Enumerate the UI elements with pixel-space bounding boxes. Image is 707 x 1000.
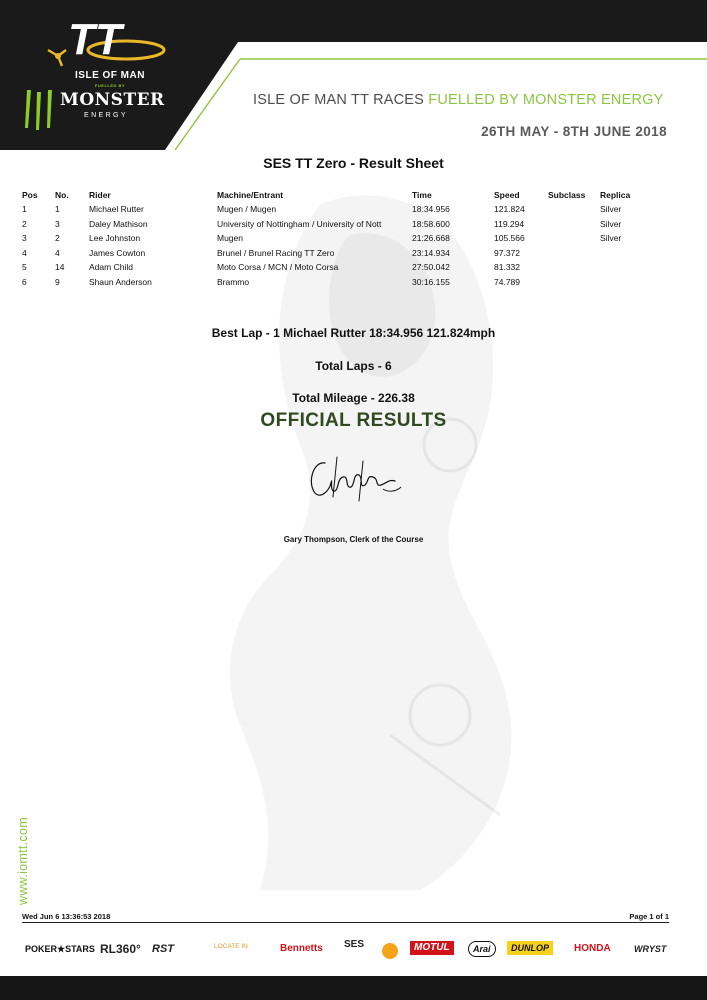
- cell-rider: Shaun Anderson: [89, 276, 152, 287]
- cell-no: 2: [55, 233, 60, 244]
- cell-machine: Brunel / Brunel Racing TT Zero: [217, 247, 335, 258]
- sponsor-arai: Arai: [468, 941, 496, 957]
- cell-no: 9: [55, 276, 60, 287]
- sponsor-strip: [0, 935, 707, 963]
- cell-pos: 1: [22, 204, 27, 215]
- table-row: [22, 260, 660, 275]
- cell-speed: 105.566: [494, 233, 525, 244]
- cell-pos: 2: [22, 218, 27, 229]
- results-table: [22, 188, 660, 289]
- cell-machine: University of Nottingham / University of Nott: [217, 218, 382, 229]
- footer-band: [0, 976, 707, 1000]
- column-header-time: Time: [412, 190, 432, 200]
- cell-time: 18:58.600: [412, 218, 450, 229]
- cell-rider: Michael Rutter: [89, 204, 144, 215]
- cell-machine: Mugen / Mugen: [217, 204, 277, 215]
- cell-pos: 5: [22, 262, 27, 273]
- cell-subclass: [548, 231, 600, 246]
- tt-logo: [40, 14, 170, 72]
- website-url: www.iomtt.com: [16, 817, 30, 905]
- sponsor-honda: HONDA: [574, 943, 611, 954]
- total-laps-summary: Total Laps - 6: [315, 359, 392, 373]
- cell-pos: 6: [22, 276, 27, 287]
- cell-no: 1: [55, 204, 60, 215]
- cell-time: 21:26.668: [412, 233, 450, 244]
- sponsor-rst: RST: [152, 943, 174, 955]
- sponsor-pokerstars: POKER★STARS: [25, 944, 95, 954]
- sponsor-motul: MOTUL: [410, 941, 454, 955]
- footer-divider: [22, 922, 669, 923]
- table-row: [22, 246, 660, 261]
- headline-prefix: ISLE OF MAN TT RACES: [253, 92, 429, 108]
- sponsor-ses: SES: [344, 939, 365, 950]
- best-lap-summary: Best Lap - 1 Michael Rutter 18:34.956 121.824mph: [211, 326, 496, 340]
- column-header-machine: Machine/Entrant: [217, 190, 284, 200]
- cell-replica: [600, 246, 660, 261]
- header-banner: [0, 0, 707, 150]
- sponsor-wryst: WRYST: [634, 944, 667, 954]
- cell-subclass: [548, 246, 600, 261]
- column-header-replica: Replica: [600, 190, 631, 200]
- cell-replica: Silver: [600, 204, 622, 215]
- cell-speed: 97.372: [494, 247, 520, 258]
- clerk-signature: [303, 453, 403, 508]
- cell-rider: James Cowton: [89, 247, 146, 258]
- isle-of-man-label: ISLE OF MAN: [75, 70, 145, 81]
- cell-rider: Lee Johnston: [89, 233, 141, 244]
- cell-pos: 3: [22, 233, 27, 244]
- cell-subclass: [548, 275, 600, 290]
- sponsor-rl360: RL360°: [100, 942, 141, 956]
- cell-replica: [600, 275, 660, 290]
- sponsor-locate-in: LOCATE IN: [214, 943, 248, 950]
- cell-rider: Adam Child: [89, 262, 133, 273]
- total-mileage-summary: Total Mileage - 226.38: [292, 391, 415, 405]
- cell-machine: Moto Corsa / MCN / Moto Corsa: [217, 262, 339, 273]
- cell-speed: 81.332: [494, 262, 520, 273]
- cell-speed: 74.789: [494, 276, 520, 287]
- cell-machine: Mugen: [217, 233, 243, 244]
- cell-no: 3: [55, 218, 60, 229]
- sponsor-orange-badge-icon: [380, 941, 400, 961]
- cell-time: 27:50.042: [412, 262, 450, 273]
- column-header-rider: Rider: [89, 190, 111, 200]
- monster-claw-icon: [22, 88, 56, 132]
- cell-subclass: [548, 217, 600, 232]
- event-dates: 26TH MAY - 8TH JUNE 2018: [481, 124, 667, 139]
- cell-replica: Silver: [600, 218, 622, 229]
- energy-logo-text: ENERGY: [84, 112, 128, 119]
- column-header-speed: Speed: [494, 190, 520, 200]
- cell-subclass: [548, 202, 600, 217]
- cell-machine: Brammo: [217, 276, 250, 287]
- column-header-subclass: Subclass: [548, 190, 586, 200]
- page-number: Page 1 of 1: [629, 912, 669, 921]
- result-sheet-title: SES TT Zero - Result Sheet: [263, 155, 444, 171]
- triskelion-icon: [48, 50, 66, 66]
- table-header-row: [22, 188, 660, 202]
- tt-logo-text: TT: [68, 15, 122, 64]
- cell-subclass: [548, 260, 600, 275]
- cell-no: 14: [55, 262, 65, 273]
- cell-time: 30:16.155: [412, 276, 450, 287]
- cell-time: 18:34.956: [412, 204, 450, 215]
- official-results-heading: OFFICIAL RESULTS: [260, 410, 447, 431]
- cell-speed: 119.294: [494, 218, 525, 229]
- fuelled-by-label: FUELLED BY: [94, 83, 126, 88]
- cell-replica: [600, 260, 660, 275]
- clerk-of-course-name: Gary Thompson, Clerk of the Course: [283, 535, 424, 544]
- print-timestamp: Wed Jun 6 13:36:53 2018: [22, 912, 111, 921]
- table-row: [22, 217, 660, 232]
- table-row: [22, 231, 660, 246]
- column-header-pos: Pos: [22, 190, 38, 200]
- cell-replica: Silver: [600, 233, 622, 244]
- cell-pos: 4: [22, 247, 27, 258]
- table-row: [22, 275, 660, 290]
- sponsor-bennetts: Bennetts: [280, 943, 323, 954]
- monster-logo-text: MONSTER: [60, 90, 165, 110]
- event-headline: [253, 92, 663, 108]
- sponsor-dunlop: DUNLOP: [507, 941, 553, 955]
- cell-speed: 121.824: [494, 204, 525, 215]
- cell-no: 4: [55, 247, 60, 258]
- cell-time: 23:14.934: [412, 247, 450, 258]
- column-header-no: No.: [55, 190, 69, 200]
- cell-rider: Daley Mathison: [89, 218, 148, 229]
- headline-accent: FUELLED BY MONSTER ENERGY: [428, 92, 664, 108]
- table-row: [22, 202, 660, 217]
